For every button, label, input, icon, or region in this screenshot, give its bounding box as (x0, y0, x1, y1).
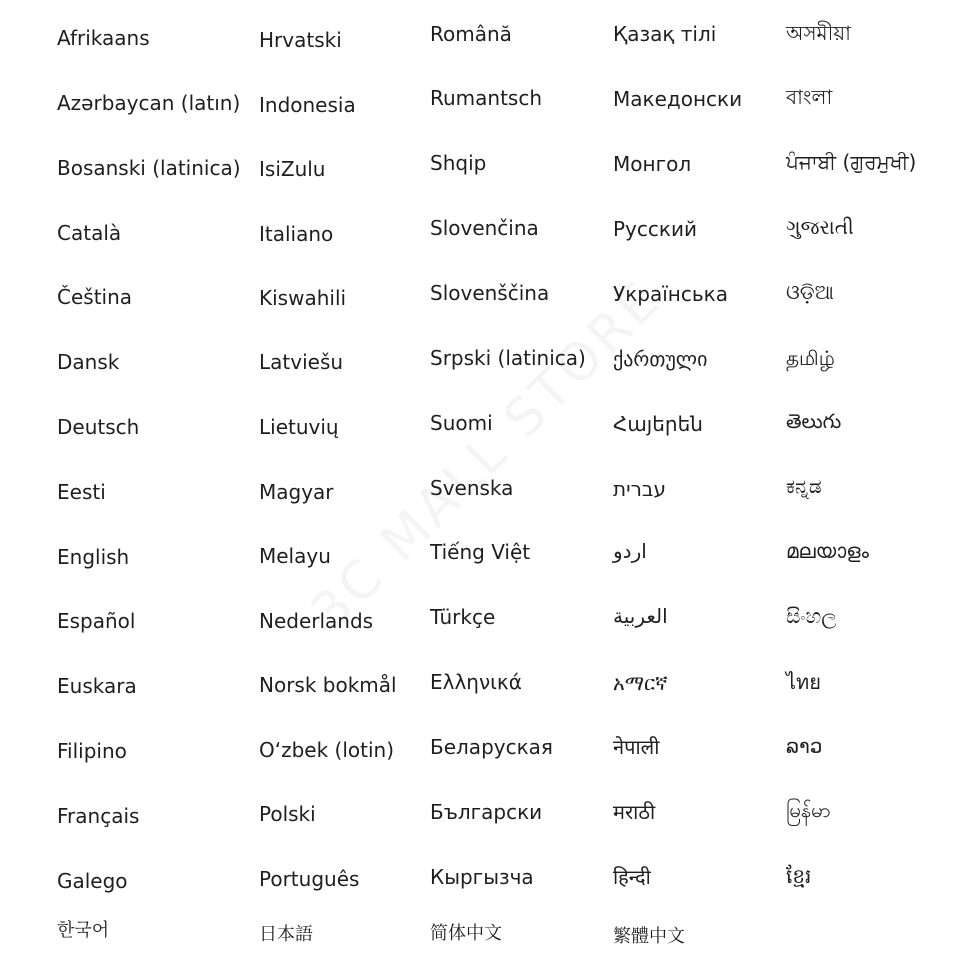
language-option[interactable]: Svenska (430, 476, 514, 500)
language-option[interactable]: Ελληνικά (430, 670, 522, 694)
language-option[interactable]: Dansk (57, 350, 120, 374)
language-option[interactable]: मराठी (613, 800, 656, 824)
language-option[interactable]: العربية (613, 604, 668, 628)
language-option[interactable]: Հայերեն (613, 412, 703, 436)
language-option[interactable]: Kiswahili (259, 286, 347, 310)
language-option[interactable]: ਪੰਜਾਬੀ (ਗੁਰਮੁਖੀ) (786, 150, 917, 174)
language-option[interactable]: 简体中文 (430, 923, 502, 944)
language-option[interactable]: Кыргызча (430, 865, 534, 889)
language-option[interactable]: Čeština (57, 285, 133, 309)
language-option[interactable]: ខ្មែរ (786, 864, 812, 888)
language-option[interactable]: தமிழ் (786, 346, 835, 370)
language-option[interactable]: অসমীয়া (786, 21, 851, 45)
language-option[interactable]: ગુજરાતી (786, 215, 854, 239)
language-option[interactable]: 繁體中文 (613, 926, 685, 947)
language-option[interactable]: Slovenščina (430, 281, 550, 305)
language-option[interactable]: Қазақ тілі (613, 22, 717, 46)
language-option[interactable]: ລາວ (786, 734, 823, 758)
language-option[interactable]: Norsk bokmål (259, 673, 397, 697)
language-option[interactable]: ಕನ್ನಡ (786, 474, 822, 498)
language-option[interactable]: తెలుగు (786, 409, 842, 433)
language-option[interactable]: Suomi (430, 411, 493, 435)
language-option[interactable]: አማርኛ (613, 671, 668, 695)
language-option[interactable]: Slovenčina (430, 216, 539, 240)
language-option[interactable]: Azərbaycan (latın) (57, 91, 241, 115)
language-option[interactable]: Українська (613, 282, 728, 306)
language-option[interactable]: Afrikaans (57, 26, 150, 50)
language-option[interactable]: Polski (259, 802, 316, 826)
language-option[interactable]: Lietuvių (259, 415, 339, 439)
language-option[interactable]: Русский (613, 217, 697, 241)
language-option[interactable]: हिन्दी (613, 865, 651, 889)
language-option[interactable]: Nederlands (259, 609, 374, 633)
language-option[interactable]: മലയാളം (786, 539, 869, 563)
language-option[interactable]: English (57, 545, 130, 569)
language-option[interactable]: Melayu (259, 544, 331, 568)
language-option[interactable]: Srpski (latinica) (430, 346, 586, 370)
language-option[interactable]: 한국어 (57, 920, 110, 941)
language-option[interactable]: Latviešu (259, 350, 344, 374)
language-option[interactable]: 日本語 (259, 924, 313, 945)
language-option[interactable]: Български (430, 800, 543, 824)
language-option[interactable]: Rumantsch (430, 86, 543, 110)
language-option[interactable]: Shqip (430, 151, 487, 175)
language-option[interactable]: Español (57, 609, 136, 633)
language-option[interactable]: Português (259, 867, 360, 891)
language-option[interactable]: O‘zbek (lotin) (259, 738, 395, 762)
language-option[interactable]: Tiếng Việt (430, 540, 531, 564)
language-option[interactable]: Filipino (57, 739, 127, 763)
language-option[interactable]: नेपाली (613, 735, 660, 759)
language-option[interactable]: Deutsch (57, 415, 140, 439)
language-option[interactable]: Bosanski (latinica) (57, 156, 241, 180)
language-option[interactable]: Беларуская (430, 735, 553, 759)
language-option[interactable]: IsiZulu (259, 157, 326, 181)
language-option[interactable]: Македонски (613, 87, 743, 111)
language-option[interactable]: ქართული (613, 347, 708, 371)
language-option[interactable]: Hrvatski (259, 28, 342, 52)
language-option[interactable]: Català (57, 221, 122, 245)
language-option[interactable]: Eesti (57, 480, 106, 504)
language-option[interactable]: Indonesia (259, 93, 356, 117)
language-option[interactable]: Galego (57, 869, 128, 893)
language-option[interactable]: ไทย (786, 670, 821, 694)
language-option[interactable]: Français (57, 804, 140, 828)
language-option[interactable]: Euskara (57, 674, 137, 698)
language-option[interactable]: বাংলা (786, 85, 833, 109)
language-option[interactable]: اردو (613, 539, 647, 563)
language-option[interactable]: Română (430, 22, 512, 46)
language-option[interactable]: Монгол (613, 152, 692, 176)
language-option[interactable]: မြန်မာ (786, 798, 831, 822)
language-option[interactable]: Türkçe (430, 605, 496, 629)
language-option[interactable]: Italiano (259, 222, 334, 246)
language-option[interactable]: ଓଡ଼ିଆ (786, 280, 834, 304)
language-option[interactable]: עברית (613, 477, 666, 501)
language-option[interactable]: Magyar (259, 480, 334, 504)
language-option[interactable]: සිංහල (786, 604, 837, 628)
